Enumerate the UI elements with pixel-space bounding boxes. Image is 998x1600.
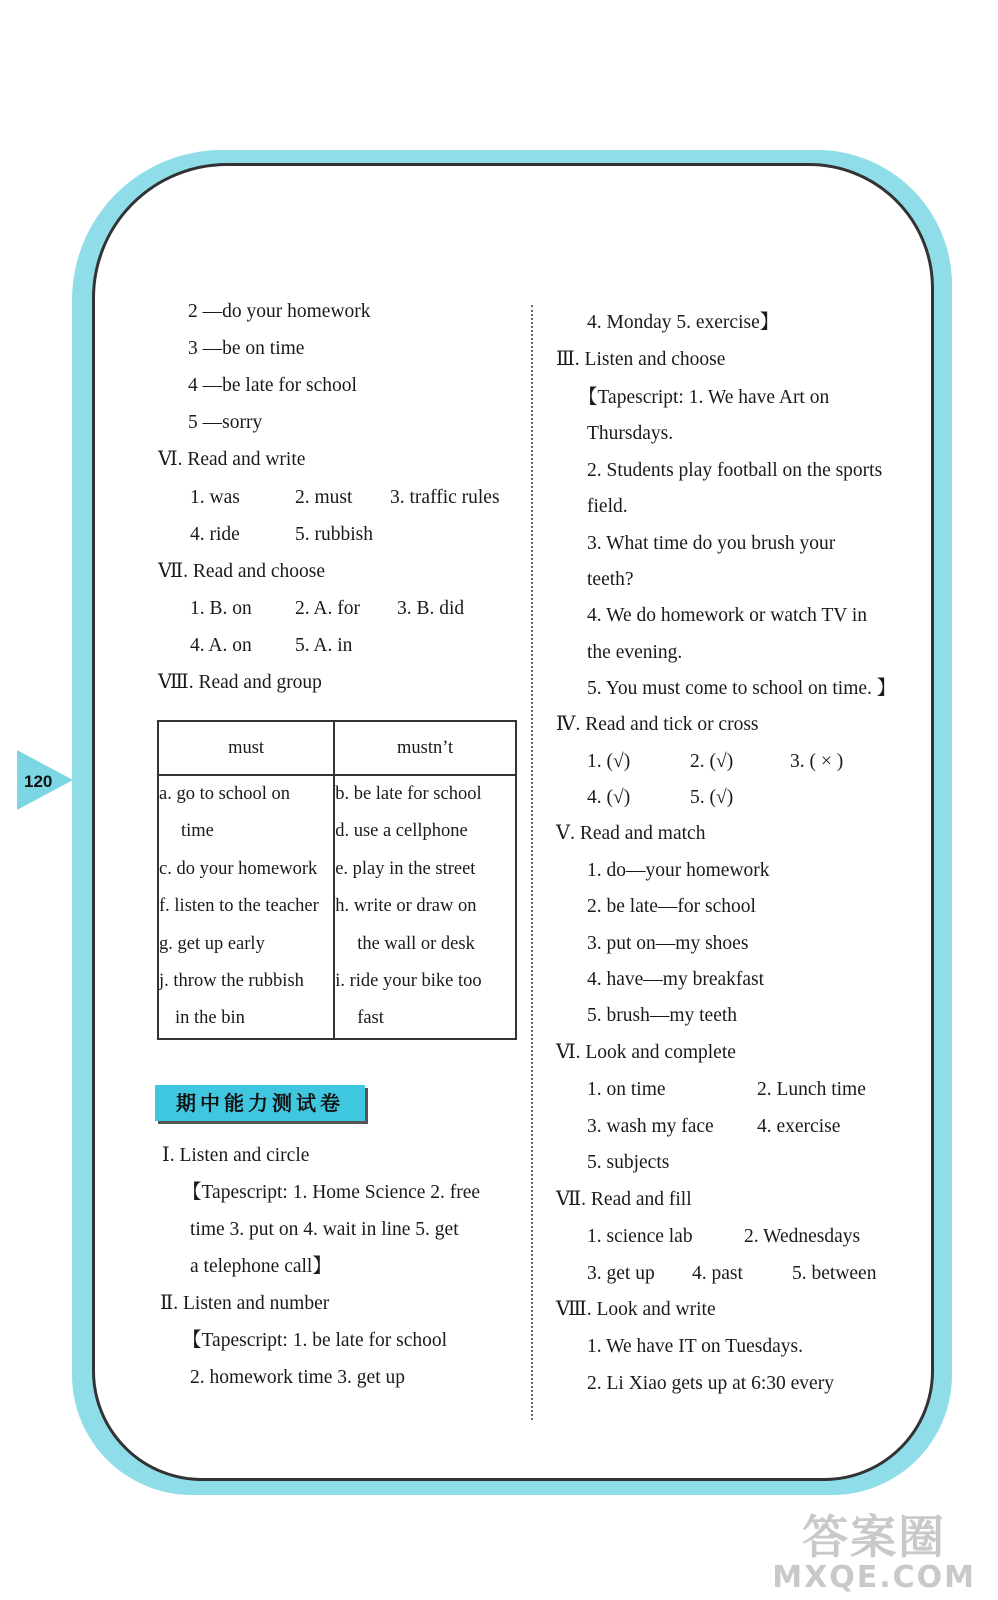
left-line: 5 —sorry bbox=[188, 412, 263, 433]
section-title: Ⅵ. Read and write bbox=[158, 449, 306, 470]
mustnt-column bbox=[334, 775, 516, 1039]
tapescript-line: 3. What time do you brush your bbox=[587, 533, 836, 554]
answer: 1. We have IT on Tuesdays. bbox=[587, 1336, 803, 1357]
answer: 3. ( × ) bbox=[790, 751, 844, 772]
answer: 2. A. for bbox=[295, 598, 360, 619]
left-line: 4 —be late for school bbox=[188, 375, 357, 396]
must-column bbox=[158, 775, 334, 1039]
answer: 5. A. in bbox=[295, 635, 353, 656]
page-number: 120 bbox=[24, 772, 53, 791]
tapescript-line: a telephone call】 bbox=[190, 1256, 332, 1277]
section-title: Ⅰ. Listen and circle bbox=[162, 1145, 310, 1166]
answer: 2. Lunch time bbox=[757, 1079, 866, 1100]
answer: 5. between bbox=[792, 1263, 877, 1284]
table-cell: in the bin bbox=[175, 1008, 245, 1029]
section-title: Ⅲ. Listen and choose bbox=[556, 349, 726, 370]
answer: 5. brush—my teeth bbox=[587, 1005, 738, 1026]
section-title: Ⅷ. Read and group bbox=[158, 672, 322, 693]
table-cell: the wall or desk bbox=[357, 933, 475, 954]
table-cell: b. be late for school bbox=[335, 784, 482, 804]
table-cell: fast bbox=[357, 1008, 384, 1029]
answer: 4. exercise bbox=[757, 1116, 841, 1137]
answer: 2. (√) bbox=[690, 751, 734, 772]
section-title: Ⅶ. Read and choose bbox=[158, 561, 326, 582]
table-cell: f. listen to the teacher bbox=[159, 896, 319, 917]
table-cell: time bbox=[181, 821, 214, 842]
answer: 3. traffic rules bbox=[390, 487, 500, 508]
section-title: Ⅶ. Read and fill bbox=[556, 1189, 692, 1210]
table-cell: a. go to school on bbox=[159, 784, 291, 804]
answer: 2. Li Xiao gets up at 6:30 every bbox=[587, 1373, 834, 1394]
table-cell: c. do your homework bbox=[159, 858, 318, 879]
tapescript-line: 4. We do homework or watch TV in bbox=[587, 605, 868, 626]
answer: 4. past bbox=[692, 1263, 743, 1284]
tapescript-line: 【Tapescript: 1. be late for school bbox=[182, 1330, 448, 1351]
answer: 4. ride bbox=[190, 524, 240, 545]
tapescript-line: field. bbox=[587, 496, 628, 517]
answer: 1. on time bbox=[587, 1079, 666, 1100]
answer: 4. A. on bbox=[190, 635, 252, 656]
section-title: Ⅷ. Look and write bbox=[556, 1299, 716, 1320]
section-title: Ⅳ. Read and tick or cross bbox=[556, 714, 759, 735]
tapescript-line: time 3. put on 4. wait in line 5. get bbox=[190, 1219, 459, 1240]
answer: 3. B. did bbox=[397, 598, 465, 619]
tapescript-line: teeth? bbox=[587, 569, 634, 590]
answer: 5. rubbish bbox=[295, 524, 373, 545]
table-header-mustnt: mustn’t bbox=[334, 721, 516, 775]
group-table bbox=[157, 720, 517, 1040]
answer: 3. get up bbox=[587, 1263, 655, 1284]
table-cell: h. write or draw on bbox=[335, 896, 477, 917]
tapescript-line: the evening. bbox=[587, 642, 683, 663]
section-title: Ⅱ. Listen and number bbox=[160, 1293, 330, 1314]
table-cell: e. play in the street bbox=[335, 858, 476, 879]
section-banner: 期中能力测试卷 bbox=[155, 1085, 365, 1121]
answer: 1. do—your homework bbox=[587, 860, 770, 881]
answer: 1. was bbox=[190, 487, 240, 508]
section-title: Ⅵ. Look and complete bbox=[556, 1042, 736, 1063]
answer: 2. must bbox=[295, 487, 353, 508]
answer: 3. put on—my shoes bbox=[587, 933, 749, 954]
watermark-top: 答案圈 bbox=[802, 1510, 947, 1564]
tapescript-line: 【Tapescript: 1. We have Art on bbox=[578, 387, 830, 408]
answer: 4. (√) bbox=[587, 787, 631, 808]
tapescript-line: 5. You must come to school on time. 】 bbox=[587, 678, 897, 699]
tapescript-line: Thursdays. bbox=[587, 423, 674, 444]
answer: 4. have—my breakfast bbox=[587, 969, 765, 990]
answer: 2. Wednesdays bbox=[744, 1226, 861, 1247]
answer: 5. (√) bbox=[690, 787, 734, 808]
table-cell: d. use a cellphone bbox=[335, 821, 468, 842]
answer: 3. wash my face bbox=[587, 1116, 714, 1137]
tapescript-line: 2. Students play football on the sports bbox=[587, 460, 883, 481]
column-divider bbox=[531, 305, 533, 1420]
table-cell: g. get up early bbox=[159, 933, 265, 954]
answer: 5. subjects bbox=[587, 1152, 670, 1173]
table-cell: i. ride your bike too bbox=[335, 971, 482, 992]
section-title: Ⅴ. Read and match bbox=[556, 823, 706, 844]
tapescript-line: 【Tapescript: 1. Home Science 2. free bbox=[182, 1182, 481, 1203]
left-line: 3 —be on time bbox=[188, 338, 305, 359]
table-header-must: must bbox=[158, 721, 334, 775]
watermark-logo bbox=[772, 1512, 976, 1594]
answer: 1. science lab bbox=[587, 1226, 693, 1247]
right-line: 4. Monday 5. exercise】 bbox=[587, 312, 780, 333]
answer: 1. B. on bbox=[190, 598, 252, 619]
table-cell: j. throw the rubbish bbox=[159, 971, 304, 992]
tapescript-line: 2. homework time 3. get up bbox=[190, 1367, 406, 1388]
left-line: 2 —do your homework bbox=[188, 301, 371, 322]
answer: 2. be late—for school bbox=[587, 896, 756, 917]
answer: 1. (√) bbox=[587, 751, 631, 772]
watermark-bottom: MXQE.COM bbox=[772, 1560, 976, 1595]
